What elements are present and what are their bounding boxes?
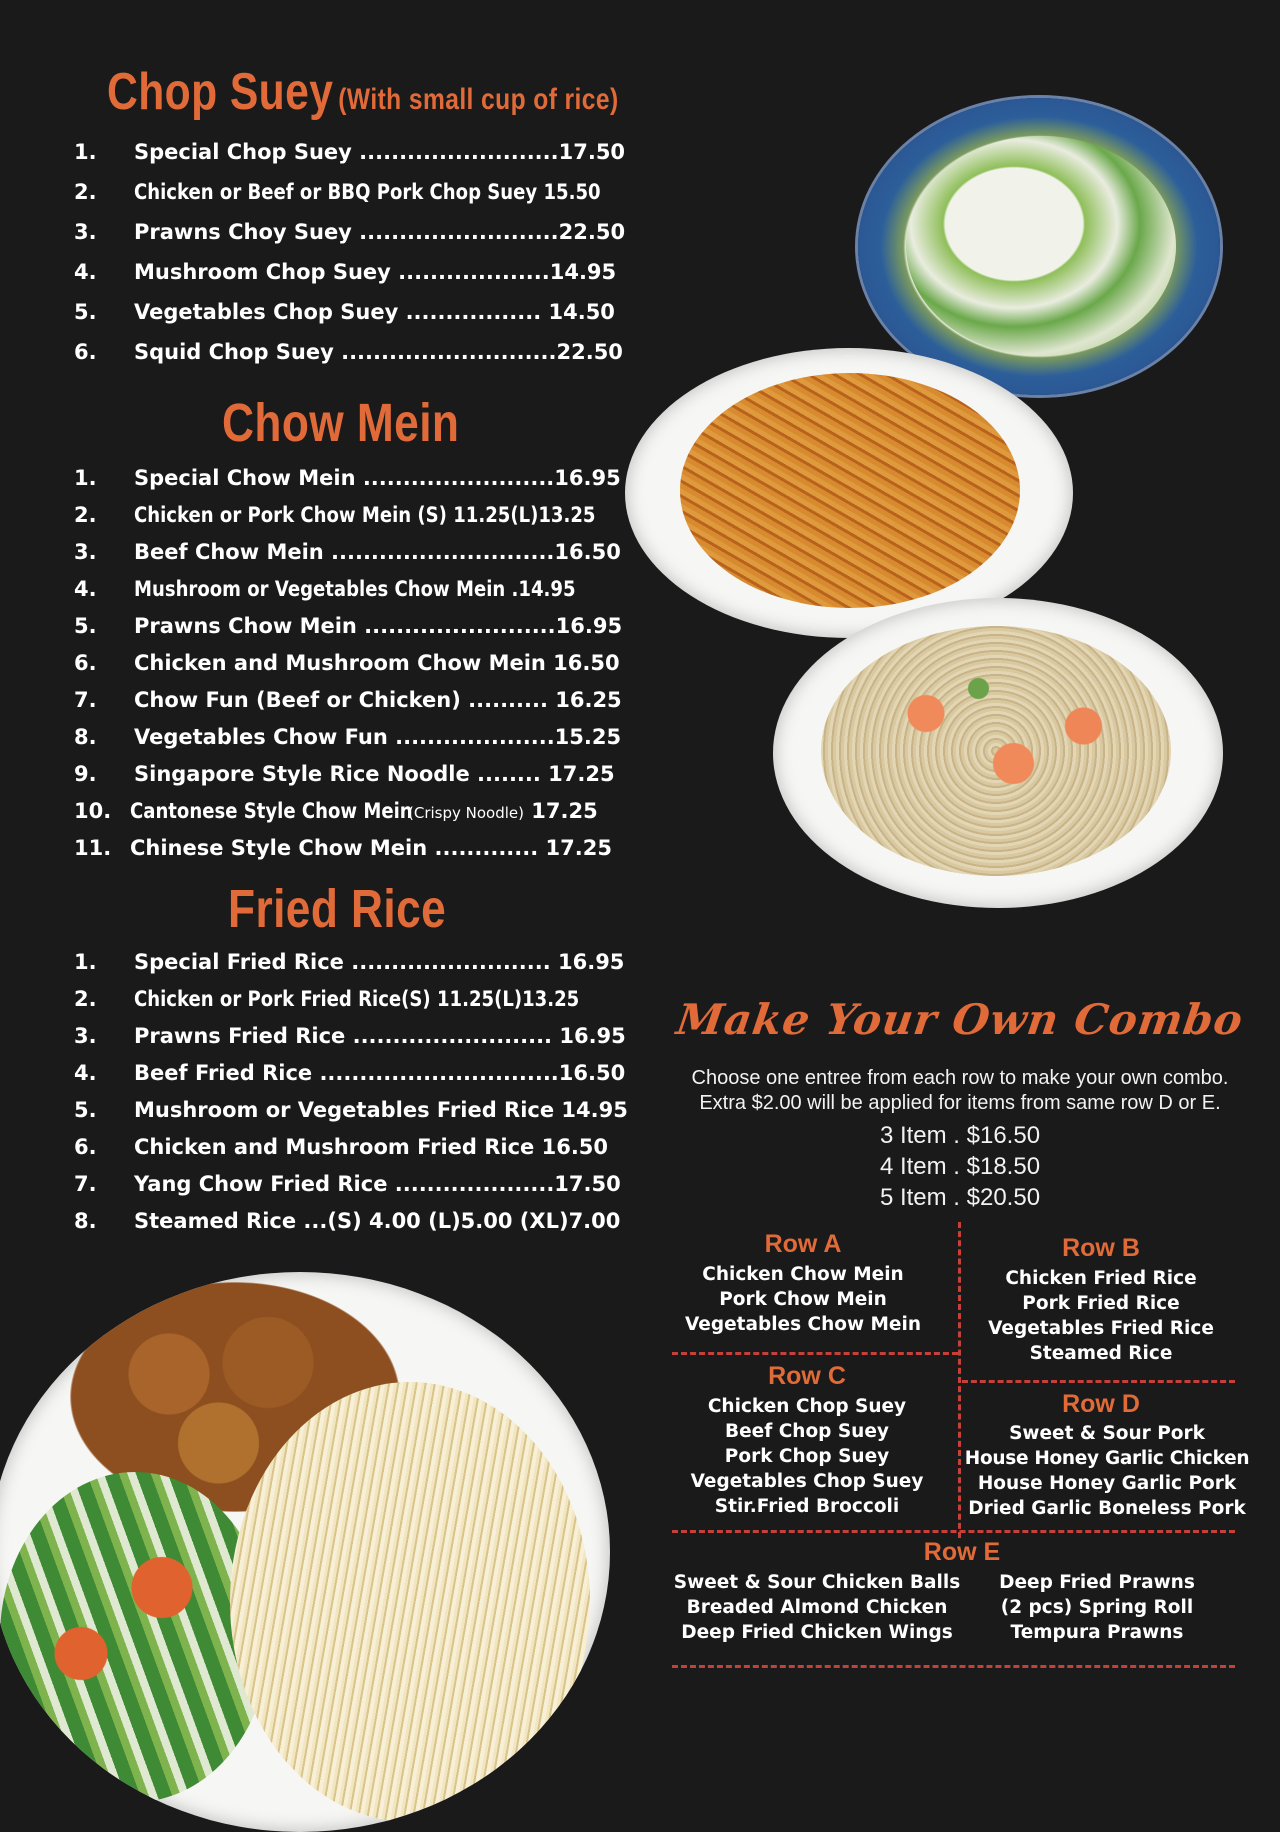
item-number: 8.: [74, 725, 97, 749]
item-number: 4.: [74, 260, 97, 284]
item-name: Cantonese Style Chow Mein: [130, 799, 413, 823]
menu-item: [74, 1170, 621, 1198]
item-number: 5.: [74, 614, 97, 638]
divider-row-e: [672, 1665, 1235, 1668]
row-a-item: Vegetables Chow Mein: [684, 1314, 921, 1335]
row-d-item: Dried Garlic Boneless Pork: [968, 1498, 1246, 1519]
chop-suey-subtitle: (With small cup of rice): [338, 83, 619, 116]
item-text: Mushroom Chop Suey ...................14.95: [134, 260, 617, 284]
row-e-item: Breaded Almond Chicken: [686, 1597, 948, 1618]
item-text: Vegetables Chop Suey ................. 14.50: [134, 300, 615, 324]
menu-item: [74, 258, 617, 286]
item-number: 5.: [74, 1098, 97, 1122]
item-number: 1.: [74, 950, 97, 974]
item-number: 1.: [74, 466, 97, 490]
combo-description-line2: Extra $2.00 will be applied for items from same row D or E.: [699, 1092, 1221, 1114]
row-d-item: Sweet & Sour Pork: [1009, 1423, 1205, 1444]
row-c-item: Chicken Chop Suey: [707, 1396, 907, 1417]
menu-item: [74, 985, 614, 1013]
vegetable-chop-suey-image: [906, 136, 1176, 356]
item-text: Mushroom or Vegetables Fried Rice 14.95: [134, 1098, 628, 1122]
row-e-item: Tempura Prawns: [1010, 1622, 1184, 1643]
divider-row-b: [962, 1380, 1235, 1383]
item-text: Steamed Rice ...(S) 4.00 (L)5.00 (XL)7.00: [134, 1209, 621, 1233]
menu-item: [74, 501, 614, 529]
item-text: Yang Chow Fried Rice ....................17.50: [134, 1172, 621, 1196]
chop-suey-photo: [858, 98, 1220, 395]
menu-item: [74, 1022, 626, 1050]
item-number: 2.: [74, 987, 97, 1011]
item-number: 2.: [74, 503, 97, 527]
menu-item: [74, 1059, 626, 1087]
item-text: Chow Fun (Beef or Chicken) .......... 16.25: [134, 688, 622, 712]
item-text: Chinese Style Chow Mein ............. 17.25: [130, 836, 612, 860]
item-text: Chicken and Mushroom Fried Rice 16.50: [134, 1135, 609, 1159]
row-a-item: Chicken Chow Mein: [702, 1264, 904, 1285]
combo-title: Make Your Own Combo: [673, 995, 1247, 1044]
menu-item: [74, 723, 622, 751]
row-a-item: Pork Chow Mein: [719, 1289, 887, 1310]
menu-item: [74, 538, 621, 566]
row-e-item: (2 pcs) Spring Roll: [1000, 1597, 1194, 1618]
menu-item: [74, 797, 614, 825]
item-number: 9.: [74, 762, 97, 786]
item-number: 6.: [74, 651, 97, 675]
row-c-item: Pork Chop Suey: [724, 1446, 890, 1467]
menu-item: [74, 298, 614, 326]
row-d-item: House Honey Garlic Chicken: [964, 1448, 1250, 1469]
menu-item: [74, 1096, 628, 1124]
combo-description-line1: Choose one entree from each row to make your own combo.: [691, 1067, 1229, 1089]
chop-suey-heading: [107, 62, 619, 122]
chow-mein-title: Chow Mein: [222, 393, 460, 453]
row-c-item: Vegetables Chop Suey: [690, 1471, 924, 1492]
item-text: Prawns Chow Mein ........................16.95: [134, 614, 623, 638]
item-text: Beef Fried Rice ..............................16.50: [134, 1061, 626, 1085]
menu-item: [74, 338, 623, 366]
menu-item: [74, 760, 614, 788]
fried-rice-photo: [773, 598, 1223, 908]
vegetables-image: [0, 1472, 270, 1802]
item-text: Mushroom or Vegetables Chow Mein .14.95: [134, 577, 576, 601]
item-text: Squid Chop Suey ...........................22.50: [134, 340, 623, 364]
menu-item: [74, 612, 623, 640]
item-number: 3.: [74, 1024, 97, 1048]
item-number: 10.: [74, 799, 112, 823]
row-e-item: Deep Fried Prawns: [999, 1572, 1195, 1593]
row-c-item: Stir.Fried Broccoli: [714, 1496, 900, 1517]
menu-item: [74, 1207, 621, 1235]
divider-vertical-top: [958, 1222, 961, 1538]
menu-item: [74, 218, 626, 246]
row-d-item: House Honey Garlic Pork: [977, 1473, 1237, 1494]
chop-suey-title: Chop Suey: [107, 63, 334, 121]
item-number: 7.: [74, 688, 97, 712]
divider-row-a: [672, 1352, 958, 1355]
item-number: 3.: [74, 220, 97, 244]
row-b-item: Vegetables Fried Rice: [988, 1318, 1214, 1339]
combo-price-5-item: 5 Item . $20.50: [879, 1184, 1041, 1211]
menu-item: [74, 834, 614, 862]
item-text: Singapore Style Rice Noodle ........ 17.25: [134, 762, 615, 786]
item-text: Special Chop Suey .........................17.50: [134, 140, 626, 164]
row-d-title: Row D: [1062, 1390, 1140, 1418]
item-note: (Crispy Noodle): [408, 804, 524, 822]
item-number: 7.: [74, 1172, 97, 1196]
item-text: Prawns Choy Suey .........................22.50: [134, 220, 626, 244]
row-b-title: Row B: [1062, 1234, 1140, 1262]
item-text: Chicken and Mushroom Chow Mein 16.50: [134, 651, 620, 675]
divider-row-cd: [672, 1530, 1235, 1533]
menu-item: [74, 686, 622, 714]
combo-price-4-item: 4 Item . $18.50: [879, 1153, 1041, 1180]
chow-mein-photo: [625, 348, 1073, 638]
noodles-image: [680, 373, 1020, 608]
item-price: 17.25: [524, 799, 598, 823]
item-number: 8.: [74, 1209, 97, 1233]
item-text: Beef Chow Mein ............................16.50: [134, 540, 621, 564]
row-e-item: Deep Fried Chicken Wings: [681, 1622, 953, 1643]
item-text: Chicken or Pork Fried Rice(S) 11.25(L)13.25: [134, 987, 580, 1011]
row-c-item: Beef Chop Suey: [725, 1421, 889, 1442]
item-number: 2.: [74, 180, 97, 204]
noodles-image: [230, 1382, 590, 1822]
item-text: Vegetables Chow Fun ....................15.25: [134, 725, 622, 749]
item-number: 5.: [74, 300, 97, 324]
combo-price-3-item: 3 Item . $16.50: [879, 1122, 1041, 1149]
menu-item: [74, 1133, 614, 1161]
row-b-item: Steamed Rice: [1029, 1343, 1173, 1364]
menu-item: [74, 138, 626, 166]
menu-item: [74, 649, 620, 677]
menu-item: [74, 464, 621, 492]
item-text: Chicken or Beef or BBQ Pork Chop Suey 15.50: [134, 180, 601, 204]
row-e-item: Sweet & Sour Chicken Balls: [673, 1572, 961, 1593]
fried-rice-title: Fried Rice: [228, 879, 447, 939]
item-number: 11.: [74, 836, 112, 860]
item-text: Special Chow Mein ........................16.95: [134, 466, 621, 490]
item-text: Chicken or Pork Chow Mein (S) 11.25(L)13.25: [134, 503, 596, 527]
item-number: 1.: [74, 140, 97, 164]
item-text: Prawns Fried Rice ......................... 16.95: [134, 1024, 626, 1048]
combo-plate-photo: [0, 1272, 610, 1832]
row-b-item: Pork Fried Rice: [1022, 1293, 1180, 1314]
row-e-title: Row E: [923, 1538, 1001, 1566]
row-b-item: Chicken Fried Rice: [1005, 1268, 1197, 1289]
row-a-title: Row A: [764, 1230, 842, 1258]
row-c-title: Row C: [768, 1362, 846, 1390]
item-number: 6.: [74, 340, 97, 364]
item-text: Special Fried Rice ......................... 16.95: [134, 950, 625, 974]
item-number: 4.: [74, 1061, 97, 1085]
shrimp-fried-rice-image: [821, 626, 1171, 876]
menu-item: [74, 575, 614, 603]
menu-item: [74, 178, 614, 206]
item-number: 3.: [74, 540, 97, 564]
item-number: 4.: [74, 577, 97, 601]
menu-item: [74, 948, 625, 976]
item-text: [130, 797, 598, 827]
item-number: 6.: [74, 1135, 97, 1159]
